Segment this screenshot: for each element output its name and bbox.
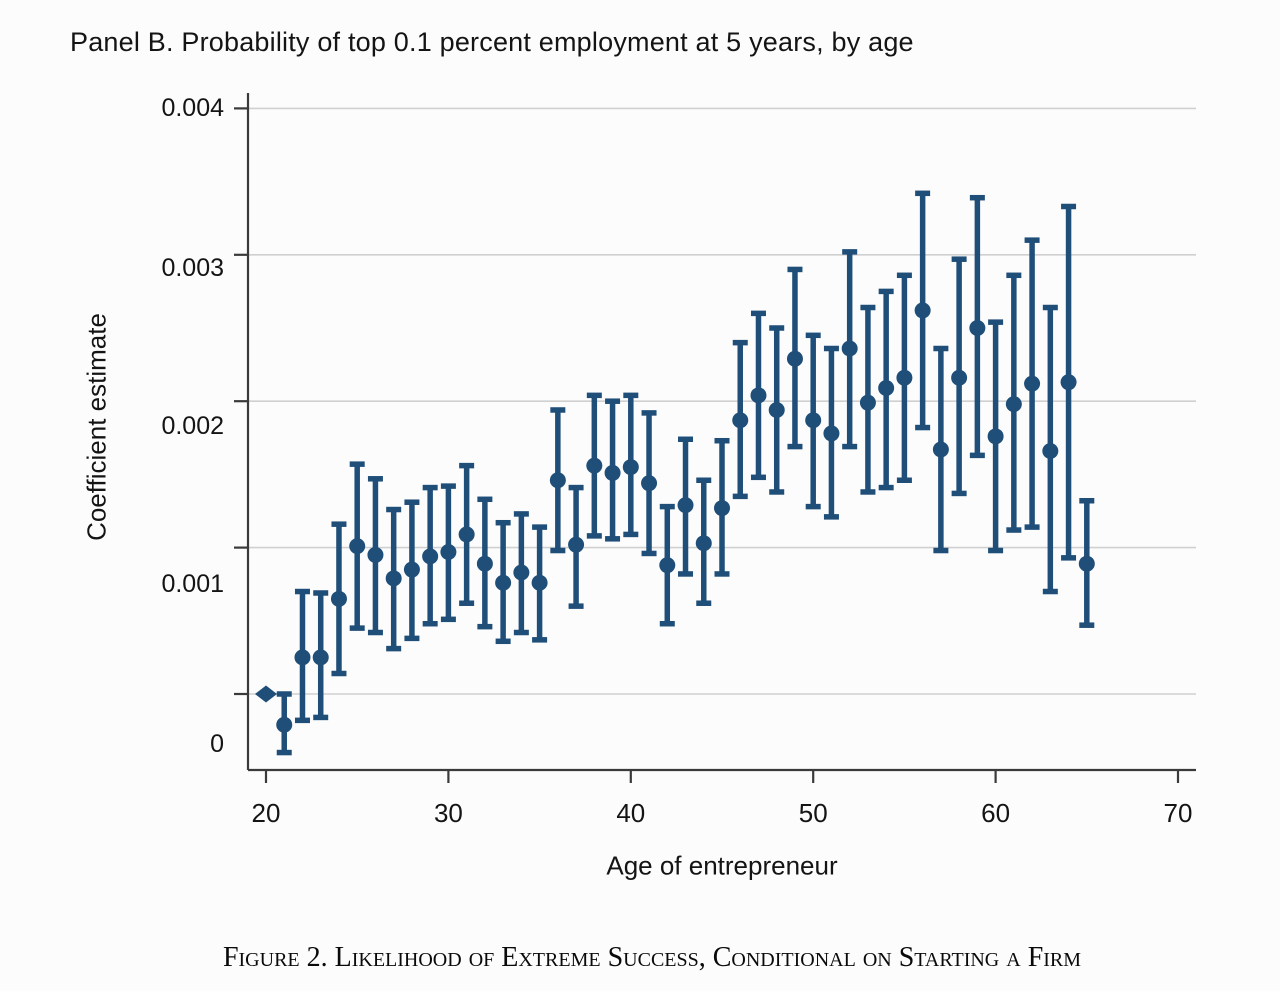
point-marker-age-56 — [915, 302, 931, 318]
y-tick-label-0.001: 0.001 — [161, 570, 224, 598]
figure-caption: Figure 2. Likelihood of Extreme Success, Conditional on Starting a Firm — [222, 942, 1082, 973]
point-marker-age-63 — [1042, 443, 1058, 459]
point-marker-age-52 — [842, 340, 858, 356]
point-marker-age-46 — [732, 412, 748, 428]
y-tick-label-0: 0 — [210, 730, 224, 758]
y-tick-label-0.003: 0.003 — [161, 254, 224, 282]
point-marker-age-60 — [988, 428, 1004, 444]
point-marker-age-22 — [294, 649, 310, 665]
x-tick-label-50: 50 — [798, 798, 828, 828]
point-marker-age-41 — [641, 475, 657, 491]
point-marker-age-40 — [623, 459, 639, 475]
point-marker-age-28 — [404, 562, 420, 578]
point-marker-age-59 — [969, 320, 985, 336]
point-marker-age-35 — [532, 575, 548, 591]
point-marker-age-23 — [313, 649, 329, 665]
point-marker-age-26 — [367, 547, 383, 563]
point-marker-age-36 — [550, 472, 566, 488]
point-marker-age-44 — [696, 535, 712, 551]
point-marker-age-47 — [750, 387, 766, 403]
point-marker-age-53 — [860, 395, 876, 411]
point-marker-age-43 — [678, 497, 694, 513]
point-marker-age-54 — [878, 380, 894, 396]
x-axis-title: Age of entrepreneur — [606, 850, 838, 881]
point-marker-age-55 — [896, 370, 912, 386]
point-marker-age-32 — [477, 556, 493, 572]
point-marker-age-38 — [586, 458, 602, 474]
point-marker-age-25 — [349, 538, 365, 554]
point-marker-age-65 — [1079, 556, 1095, 572]
x-tick-label-40: 40 — [616, 798, 646, 828]
x-tick-label-30: 30 — [433, 798, 463, 828]
x-tick-label-60: 60 — [981, 798, 1011, 828]
point-marker-age-64 — [1061, 374, 1077, 390]
point-marker-age-27 — [386, 570, 402, 586]
point-marker-age-21 — [276, 717, 292, 733]
point-marker-age-50 — [805, 412, 821, 428]
point-marker-age-42 — [659, 557, 675, 573]
point-marker-age-24 — [331, 591, 347, 607]
point-marker-age-51 — [823, 425, 839, 441]
point-marker-age-31 — [459, 526, 475, 542]
point-marker-age-49 — [787, 351, 803, 367]
y-axis-title: Coefficient estimate — [81, 313, 112, 541]
x-tick-label-70: 70 — [1163, 798, 1193, 828]
point-marker-age-58 — [951, 370, 967, 386]
point-marker-age-45 — [714, 500, 730, 516]
point-marker-age-30 — [440, 544, 456, 560]
point-marker-age-34 — [513, 564, 529, 580]
point-marker-age-39 — [605, 465, 621, 481]
y-tick-label-0.002: 0.002 — [161, 412, 224, 440]
point-marker-age-48 — [769, 402, 785, 418]
point-marker-age-33 — [495, 575, 511, 591]
point-marker-age-57 — [933, 442, 949, 458]
point-marker-age-61 — [1006, 396, 1022, 412]
point-marker-age-20 — [255, 686, 277, 703]
point-marker-age-62 — [1024, 376, 1040, 392]
point-marker-age-29 — [422, 548, 438, 564]
panel-title: Panel B. Probability of top 0.1 percent employment at 5 years, by age — [70, 27, 914, 57]
x-tick-label-20: 20 — [251, 798, 281, 828]
point-marker-age-37 — [568, 537, 584, 553]
y-tick-label-0.004: 0.004 — [161, 94, 224, 122]
